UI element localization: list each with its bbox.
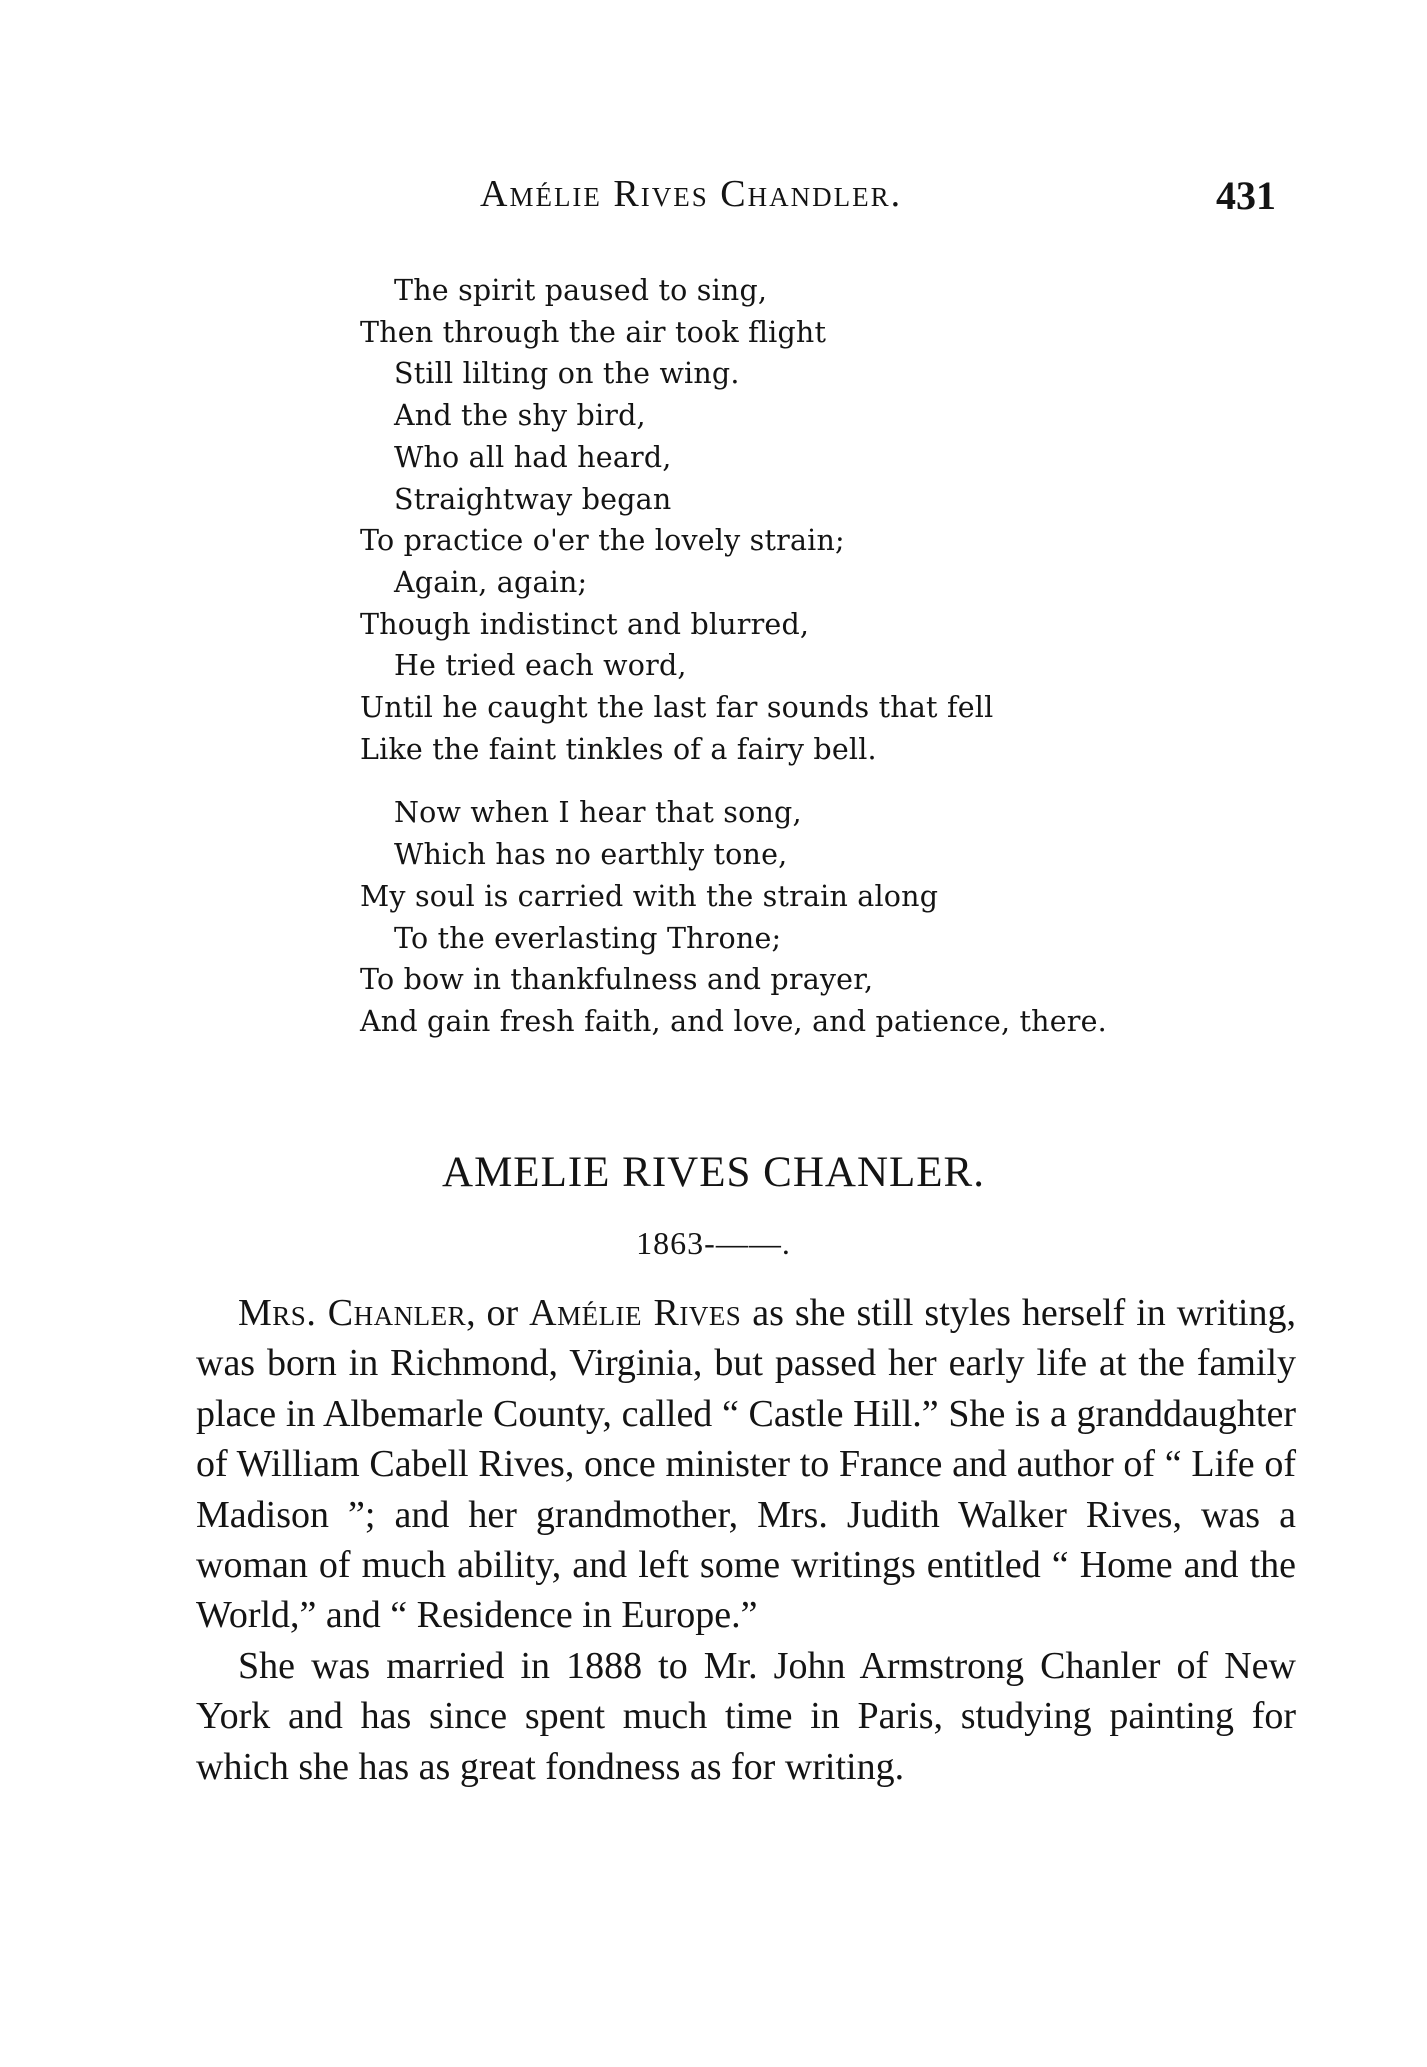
verse-line: To the everlasting Throne; bbox=[394, 921, 782, 955]
subject-name: Mrs. Chanler bbox=[238, 1292, 467, 1334]
verse-line: He tried each word, bbox=[394, 649, 687, 683]
verse-line: Who all had heard, bbox=[394, 440, 672, 474]
running-title: Amélie Rives Chandler. bbox=[480, 173, 903, 215]
verse-line: Still lilting on the wing. bbox=[394, 357, 740, 391]
verse-line: To practice o'er the lovely strain; bbox=[360, 524, 845, 558]
poem-stanza-2 bbox=[360, 792, 1320, 1042]
verse-line: And the shy bird, bbox=[394, 399, 646, 433]
page-number: 431 bbox=[1216, 173, 1276, 218]
poem-stanza-1 bbox=[360, 270, 1320, 770]
verse-line: To bow in thankfulness and prayer, bbox=[360, 963, 874, 997]
verse-line: Until he caught the last far sounds that fell bbox=[360, 691, 994, 725]
verse-line: Now when I hear that song, bbox=[394, 796, 802, 830]
text-run: , or bbox=[466, 1292, 530, 1334]
verse-line: The spirit paused to sing, bbox=[394, 274, 768, 307]
biography-paragraph-1 bbox=[196, 1288, 1296, 1641]
section-dates: 1863-——. bbox=[636, 1225, 791, 1261]
verse-line: And gain fresh faith, and love, and patience, there. bbox=[360, 1004, 1107, 1038]
verse-line: Straightway began bbox=[394, 482, 672, 516]
verse-line: Which has no earthly tone, bbox=[394, 838, 788, 872]
verse-line: Then through the air took flight bbox=[360, 315, 827, 349]
verse-line: Like the faint tinkles of a fairy bell. bbox=[360, 732, 877, 766]
verse-line: Though indistinct and blurred, bbox=[360, 607, 810, 641]
section-title: AMELIE RIVES CHANLER. bbox=[442, 1149, 985, 1196]
text-run: as she still styles herself in writing, was born in Richmond, Virginia, but passed her early life at the family place in Albemarle County, called “ Castle Hill.” She is a granddaughter of William Cabell Rives, once minister to France and author of “ Life of Madison ”; and her grandmother, Mrs. Judith Walker Rives, was a woman of much ability, and left some writings entitled “ Home and the World,” and “ Residence in Europe.” bbox=[196, 1292, 1296, 1637]
biography-paragraph-2: She was married in 1888 to Mr. John Armstrong Chanler of New York and has since spent much time in Paris, studying painting for which she has as great fondness as for writing. bbox=[196, 1644, 1296, 1788]
biography bbox=[196, 1288, 1296, 1792]
poem bbox=[360, 270, 1320, 1043]
pen-name: Amélie Rives bbox=[529, 1292, 742, 1334]
running-head bbox=[0, 172, 1427, 222]
verse-line: Again, again; bbox=[394, 565, 588, 599]
verse-line: My soul is carried with the strain along bbox=[360, 879, 939, 913]
